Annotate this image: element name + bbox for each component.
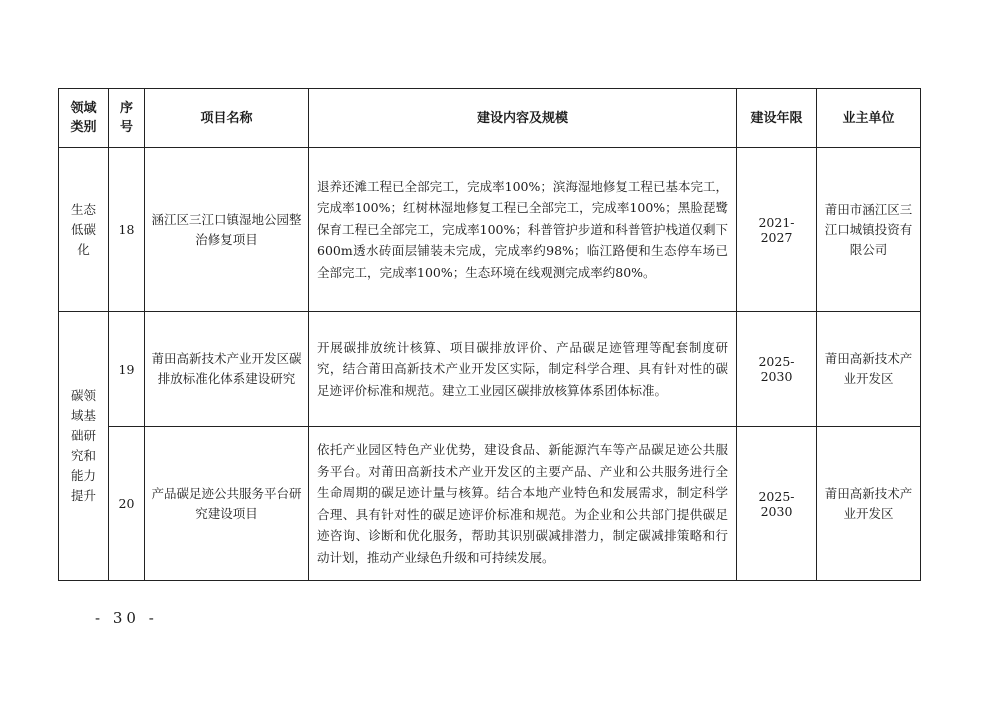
table-row xyxy=(59,312,921,427)
category-cell: 碳领域基础研究和能力提升 xyxy=(59,312,109,581)
seq-cell: 20 xyxy=(109,427,145,581)
period-cell: 2025-2030 xyxy=(737,427,817,581)
owner-cell: 莆田高新技术产业开发区 xyxy=(817,427,921,581)
owner-cell: 莆田市涵江区三江口城镇投资有限公司 xyxy=(817,148,921,312)
name-cell: 莆田高新技术产业开发区碳排放标准化体系建设研究 xyxy=(145,312,309,427)
header-category: 领域类别 xyxy=(59,89,109,148)
header-content: 建设内容及规模 xyxy=(309,89,737,148)
header-name: 项目名称 xyxy=(145,89,309,148)
category-cell: 生态低碳化 xyxy=(59,148,109,312)
table-row xyxy=(59,427,921,581)
owner-cell: 莆田高新技术产业开发区 xyxy=(817,312,921,427)
header-period: 建设年限 xyxy=(737,89,817,148)
content-cell: 依托产业园区特色产业优势，建设食品、新能源汽车等产品碳足迹公共服务平台。对莆田高新技术产业开发区的主要产品、产业和公共服务进行全生命周期的碳足迹计量与核算。结合本地产业特色和发展需求，制定科学合理、具有针对性的碳足迹评价标准和规范。为企业和公共部门提供碳足迹咨询、诊断和优化服务，帮助其识别碳减排潜力，制定碳减排策略和行动计划，推动产业绿色升级和可持续发展。 xyxy=(309,427,737,581)
name-cell: 涵江区三江口镇湿地公园整治修复项目 xyxy=(145,148,309,312)
project-table xyxy=(58,88,921,581)
period-cell: 2025-2030 xyxy=(737,312,817,427)
seq-cell: 19 xyxy=(109,312,145,427)
header-owner: 业主单位 xyxy=(817,89,921,148)
name-cell: 产品碳足迹公共服务平台研究建设项目 xyxy=(145,427,309,581)
content-cell: 开展碳排放统计核算、项目碳排放评价、产品碳足迹管理等配套制度研究，结合莆田高新技术产业开发区实际，制定科学合理、具有针对性的碳足迹评价标准和规范。建立工业园区碳排放核算体系团体标准。 xyxy=(309,312,737,427)
page-number: - 30 - xyxy=(95,609,158,627)
content-cell: 退养还滩工程已全部完工，完成率100%；滨海湿地修复工程已基本完工，完成率100%；红树林湿地修复工程已全部完工，完成率100%；黑脸琵鹭保育工程已全部完工，完成率100%；科普管护步道和科普管护栈道仅剩下600m透水砖面层铺装未完成，完成率约98%；临江路便和生态停车场已全部完工，完成率100%；生态环境在线观测完成率约80%。 xyxy=(309,148,737,312)
table-row xyxy=(59,148,921,312)
seq-cell: 18 xyxy=(109,148,145,312)
header-row xyxy=(59,89,921,148)
header-seq: 序号 xyxy=(109,89,145,148)
period-cell: 2021-2027 xyxy=(737,148,817,312)
